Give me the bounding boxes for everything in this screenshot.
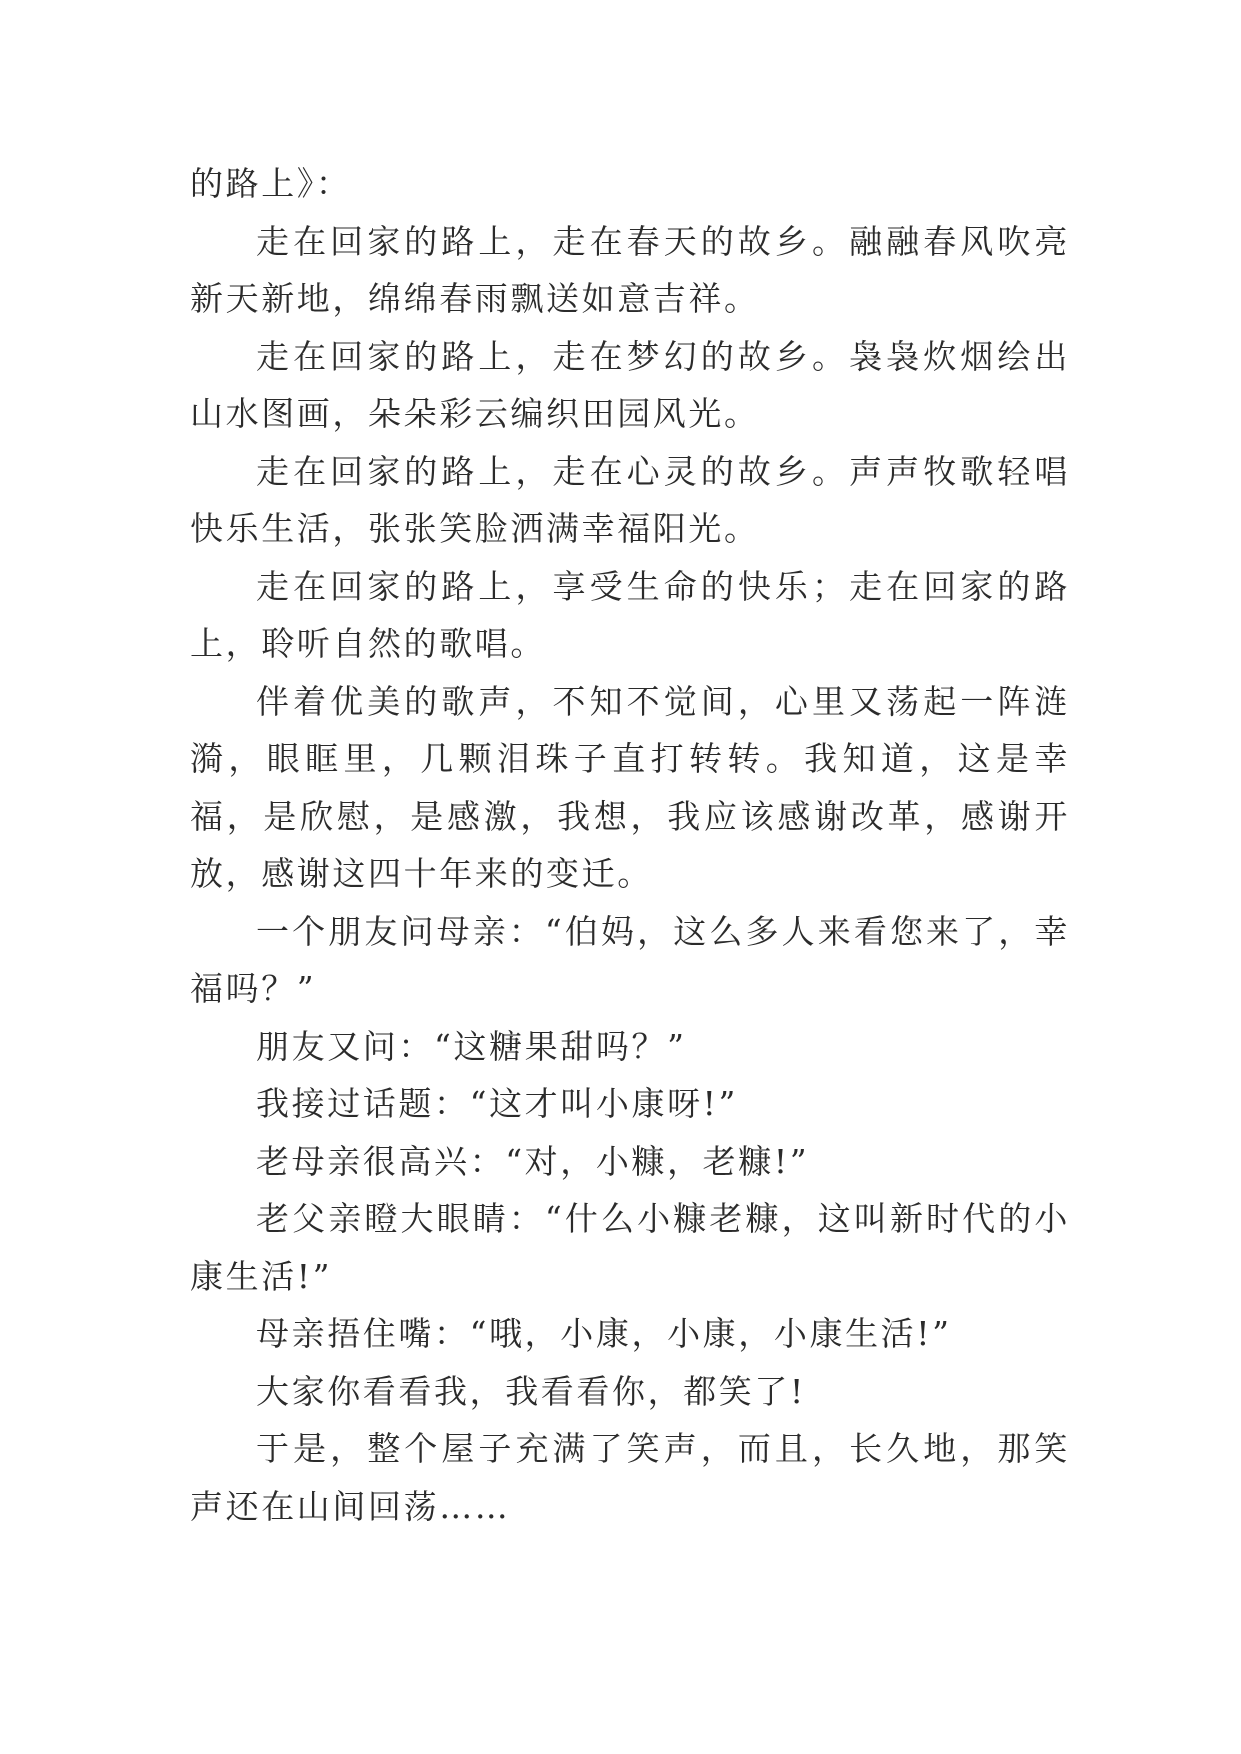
- paragraph-mother-reply: 老母亲很高兴：“对，小糠，老糠!”: [256, 1141, 810, 1181]
- paragraph-soul-hometown: 走在回家的路上，走在心灵的故乡。声声牧歌轻唱快乐生活，张张笑脸洒满幸福阳光。: [190, 451, 1070, 548]
- paragraph-father-reply: 老父亲瞪大眼睛：“什么小糠老糠，这叫新时代的小康生活!”: [190, 1199, 1070, 1296]
- paragraph-spring-hometown: 走在回家的路上，走在春天的故乡。融融春风吹亮新天新地，绵绵春雨飘送如意吉祥。: [190, 221, 1070, 318]
- document-body: [190, 155, 1070, 1535]
- paragraph-dream-hometown: 走在回家的路上，走在梦幻的故乡。袅袅炊烟绘出山水图画，朵朵彩云编织田园风光。: [190, 336, 1070, 433]
- paragraph-mother-laugh: 母亲捂住嘴：“哦，小康，小康，小康生活!”: [256, 1314, 952, 1353]
- paragraph-xiaokang: 我接过话题：“这才叫小康呀!”: [256, 1084, 739, 1123]
- paragraph-gratitude: 伴着优美的歌声，不知不觉间，心里又荡起一阵涟漪，眼眶里，几颗泪珠子直打转转。我知道，这是幸福，是欣慰，是感激，我想，我应该感谢改革，感谢开放，感谢这四十年来的变迁。: [190, 681, 1070, 893]
- paragraph-way-home: 走在回家的路上，享受生命的快乐；走在回家的路上，聆听自然的歌唱。: [190, 566, 1070, 663]
- paragraph-continuation: 的路上》：: [190, 164, 352, 203]
- paragraph-ending: 于是，整个屋子充满了笑声，而且，长久地，那笑声还在山间回荡……: [190, 1429, 1070, 1526]
- paragraph-everyone-laughed: 大家你看看我，我看看你，都笑了!: [256, 1371, 806, 1411]
- paragraph-candy-question: 朋友又问：“这糖果甜吗？”: [256, 1026, 687, 1066]
- paragraph-friend-question: 一个朋友问母亲：“伯妈，这么多人来看您来了，幸福吗？”: [190, 911, 1070, 1008]
